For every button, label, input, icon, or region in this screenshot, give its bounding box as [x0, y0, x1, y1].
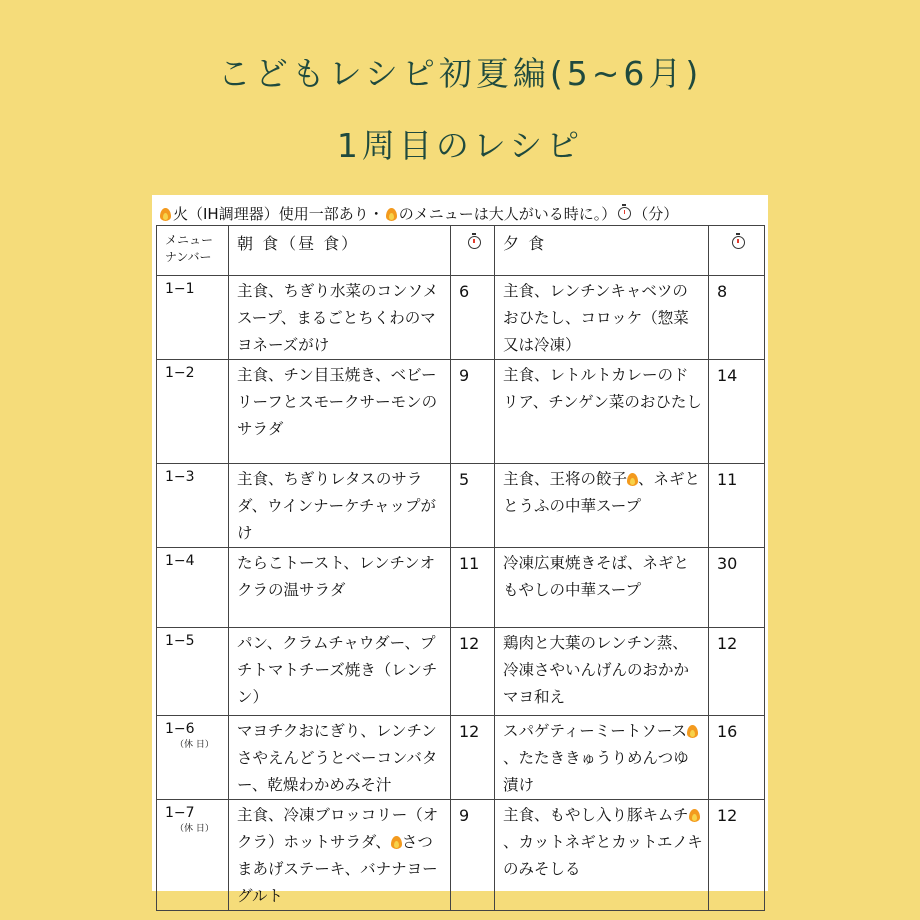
menu-number-header: メニュー ナンバー: [157, 226, 229, 276]
breakfast-minutes: 11: [451, 548, 495, 628]
dinner-minutes: 12: [709, 628, 765, 716]
table-row: [157, 360, 765, 464]
menu-number: 1−2: [157, 360, 229, 464]
fire-icon: [689, 807, 700, 822]
breakfast-minutes: 6: [451, 276, 495, 360]
timer-icon: [732, 236, 745, 249]
dinner-cell: 主食、レトルトカレーのドリア、チンゲン菜のおひたし: [495, 360, 709, 464]
breakfast-time-header: [451, 226, 495, 276]
table-row: [157, 628, 765, 716]
breakfast-minutes: 9: [451, 800, 495, 911]
breakfast-cell: マヨチクおにぎり、レンチンさやえんどうとベーコンバター、乾燥わかめみそ汁: [229, 716, 451, 800]
dinner-cell: スパゲティーミートソース、たたききゅうりめんつゆ漬け: [495, 716, 709, 800]
fire-note: 火（IH調理器）使用一部あり・: [173, 204, 384, 223]
dinner-minutes: 14: [709, 360, 765, 464]
timer-icon: [468, 236, 481, 249]
breakfast-cell: 主食、チン目玉焼き、ベビーリーフとスモークサーモンのサラダ: [229, 360, 451, 464]
breakfast-minutes: 5: [451, 464, 495, 548]
dinner-cell: 冷凍広東焼きそば、ネギともやしの中華スープ: [495, 548, 709, 628]
dinner-cell: 主食、王将の餃子 、ネギととうふの中華スープ: [495, 464, 709, 548]
page-subtitle: 1周目のレシピ: [336, 126, 584, 165]
menu-number: 1−4: [157, 548, 229, 628]
table-row: [157, 548, 765, 628]
fire-icon: [391, 834, 402, 849]
dinner-cell: 主食、レンチンキャベツのおひたし、コロッケ（惣菜又は冷凍）: [495, 276, 709, 360]
fire-icon: [627, 471, 638, 486]
minutes-note: （分）: [633, 204, 679, 223]
recipe-sheet: [152, 195, 768, 905]
fire-icon: [386, 206, 397, 221]
dinner-minutes: 16: [709, 716, 765, 800]
timer-icon: [618, 207, 631, 220]
fire-icon: [687, 723, 698, 738]
dinner-cell: 主食、もやし入り豚キムチ、カットネギとカットエノキのみそしる: [495, 800, 709, 911]
menu-number: 1−6 （休 日）: [157, 716, 229, 800]
dinner-minutes: 8: [709, 276, 765, 360]
breakfast-header: 朝 食（昼 食）: [229, 226, 451, 276]
dinner-header: 夕 食: [495, 226, 709, 276]
holiday-note: （休 日）: [175, 740, 214, 750]
fire-icon: [160, 206, 171, 221]
breakfast-minutes: 12: [451, 628, 495, 716]
breakfast-cell: たらこトースト、レンチンオクラの温サラダ: [229, 548, 451, 628]
page-title: こどもレシピ初夏編(5~6月): [217, 54, 703, 93]
table-row: [157, 464, 765, 548]
menu-number: 1−1: [157, 276, 229, 360]
dinner-minutes: 12: [709, 800, 765, 911]
dinner-cell: 鶏肉と大葉のレンチン蒸、冷凍さやいんげんのおかかマヨ和え: [495, 628, 709, 716]
fire-menu-note: のメニューは大人がいる時に。）: [398, 204, 617, 223]
dinner-time-header: [709, 226, 765, 276]
breakfast-cell: パン、クラムチャウダー、プチトマトチーズ焼き（レンチン）: [229, 628, 451, 716]
dinner-minutes: 30: [709, 548, 765, 628]
menu-number: 1−7 （休 日）: [157, 800, 229, 911]
table-row: [157, 800, 765, 911]
breakfast-minutes: 12: [451, 716, 495, 800]
breakfast-cell: 主食、ちぎり水菜のコンソメスープ、まるごとちくわのマヨネーズがけ: [229, 276, 451, 360]
sheet-header: [160, 201, 762, 225]
holiday-note: （休 日）: [175, 824, 214, 834]
dinner-minutes: 11: [709, 464, 765, 548]
table-row: [157, 716, 765, 800]
menu-number: 1−3: [157, 464, 229, 548]
breakfast-minutes: 9: [451, 360, 495, 464]
menu-number: 1−5: [157, 628, 229, 716]
breakfast-cell: 主食、ちぎりレタスのサラダ、ウインナーケチャップがけ: [229, 464, 451, 548]
recipe-table: [156, 225, 765, 911]
table-row: [157, 276, 765, 360]
breakfast-cell: 主食、冷凍ブロッコリー（オクラ）ホットサラダ、 さつまあげステーキ、バナナヨーグルト: [229, 800, 451, 911]
